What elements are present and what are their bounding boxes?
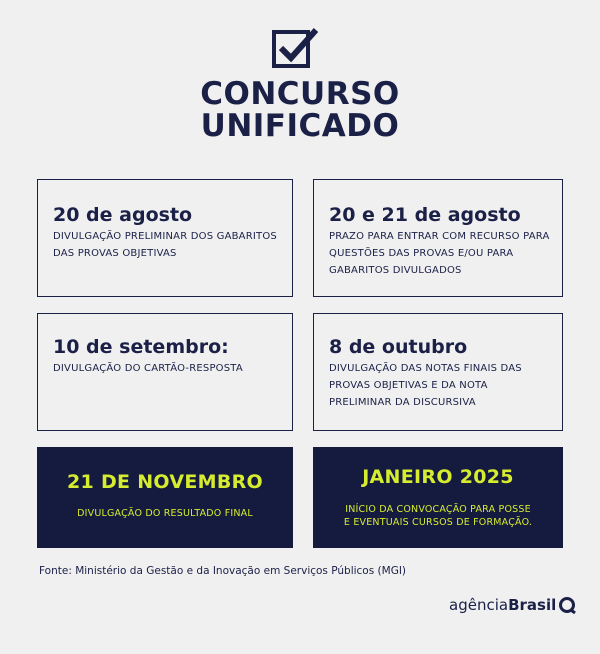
timeline-card xyxy=(37,313,293,431)
agencia-brasil-logo-icon xyxy=(558,596,576,614)
card-date: 10 de setembro: xyxy=(53,336,229,358)
page-title xyxy=(0,78,600,142)
title-line1: CONCURSO xyxy=(200,76,400,112)
card-description: DIVULGAÇÃO DAS NOTAS FINAIS DAS PROVAS OBJETIVAS E DA NOTA PRELIMINAR DA DISCURSIVA xyxy=(329,363,522,408)
card-date: 8 de outubro xyxy=(329,336,468,358)
checkbox-check-icon xyxy=(272,28,320,68)
highlight-description: DIVULGAÇÃO DO RESULTADO FINAL xyxy=(77,508,253,519)
timeline-card xyxy=(313,313,563,431)
timeline-card xyxy=(313,179,563,297)
source-note: Fonte: Ministério da Gestão e da Inovação em Serviços Públicos (MGI) xyxy=(39,565,407,577)
highlight-card xyxy=(313,447,563,548)
timeline-card xyxy=(37,179,293,297)
brand-part1: agência xyxy=(449,596,509,614)
highlight-card xyxy=(37,447,293,548)
card-date: 20 de agosto xyxy=(53,204,193,226)
card-description: DIVULGAÇÃO PRELIMINAR DOS GABARITOS DAS PROVAS OBJETIVAS xyxy=(53,231,277,259)
card-description: PRAZO PARA ENTRAR COM RECURSO PARA QUESTÕES DAS PROVAS E/OU PARA GABARITOS DIVULGADOS xyxy=(329,231,550,276)
card-description: DIVULGAÇÃO DO CARTÃO-RESPOSTA xyxy=(53,363,243,374)
highlight-date: 21 DE NOVEMBRO xyxy=(66,471,264,493)
agencia-brasil-brand xyxy=(449,596,576,614)
title-line2: UNIFICADO xyxy=(200,108,400,144)
brand-part2: Brasil xyxy=(508,596,557,614)
highlight-description: INÍCIO DA CONVOCAÇÃO PARA POSSE E EVENTUAIS CURSOS DE FORMAÇÃO. xyxy=(343,504,533,528)
highlight-date: JANEIRO 2025 xyxy=(362,466,514,488)
card-date: 20 e 21 de agosto xyxy=(329,204,521,226)
